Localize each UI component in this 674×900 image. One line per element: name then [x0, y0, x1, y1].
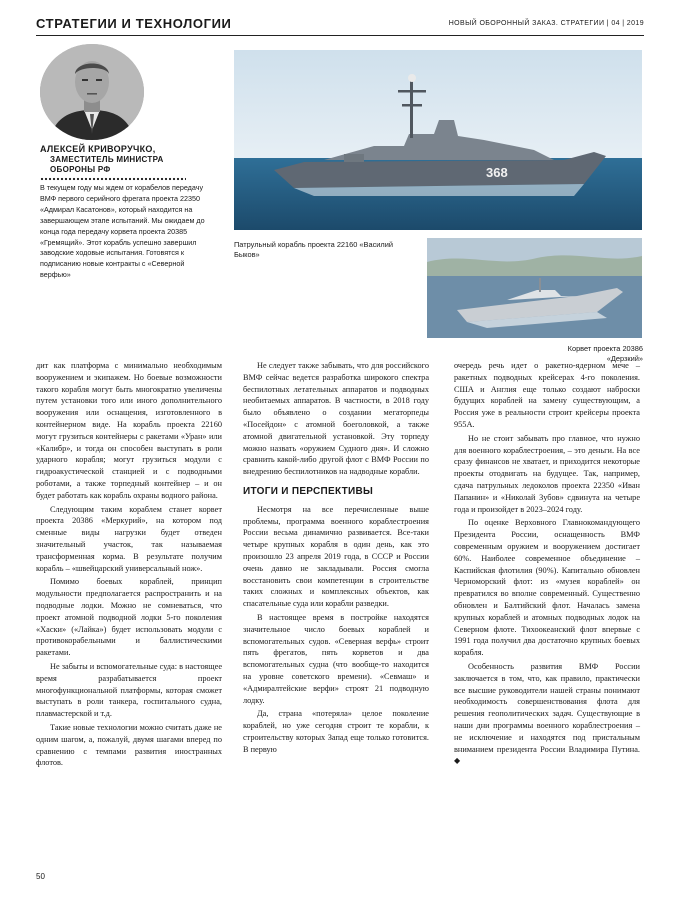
- article-column-1: [36, 360, 222, 771]
- paragraph: очередь речь идет о ракетно-ядерном мече – ракетных подводных крейсерах 4-го поколения. США и Англия еще только создают наброски будущих кораблей на замену существующим, а Россия уже в реальности строит крейсеры проекта 955А.: [454, 361, 640, 429]
- paragraph: Такие новые технологии можно считать даже не одним шагом, а, пожалуй, двумя шагами вперед по сравнению с темпами развития иностранных флотов.: [36, 722, 222, 768]
- article-column-2: [243, 360, 429, 758]
- corvette-caption: Корвет проекта 20386 «Дерзкий»: [567, 344, 643, 363]
- ship-image: [234, 50, 642, 230]
- paragraph: Не следует также забывать, что для российского ВМФ сейчас ведется разработка широкого спектра беспилотных летательных аппаратов и подводных необитаемых аппаратов. В частности, в 2018 году было объявлено о создании мегаторпеды «Посейдон» с атомной боеголовкой, а также атомной двигательной установкой. Эту торпеду можно назвать «оружием Судного дня». И сложно сравнить какой-либо другой флот с ВМФ России по внедрению беспилотников на надводные корабли.: [243, 361, 429, 477]
- corvette-image: [427, 238, 642, 338]
- interviewee-name: АЛЕКСЕЙ КРИВОРУЧКО,: [40, 144, 156, 154]
- interview-quote: В текущем году мы ждем от корабелов передачу ВМФ первого серийного фрегата проекта 22350 «Адмирал Касатонов», который находится на завершающем этапе испытаний. Мы ожидаем до конца года передачу корвета проекта 20385 «Гремящий». Этот корабль успешно завершил заводские ходовые испытания. Готовятся к подписанию новые контракты с «Северной верфью»: [40, 183, 205, 280]
- page-header: [36, 14, 644, 36]
- paragraph: В настоящее время в постройке находятся значительное число боевых кораблей и вспомогательных судов. «Северная верфь» строит пять фрегатов, пять корветов и два вспомогательных судна (что вообще-то находится на уровне советского времени). «Севмаш» и «Адмиралтейские верфи» строят 21 подводную лодку.: [243, 612, 429, 705]
- paragraph: Но не стоит забывать про главное, что нужно для военного кораблестроения, – это деньги. На все сразу финансов не хватает, и приходится некоторые проекты отодвигать на будущее. Так, например, сдача патрульных ледоколов проекта 22350 «Иван Папанин» и «Николай Зубов» сдвинута на четыре года и произойдет в 2023–2024 году.: [454, 433, 640, 514]
- corvette-photo: [427, 238, 642, 338]
- paragraph: Следующим таким кораблем станет корвет проекта 20386 «Меркурий», на котором под сменные виды нагрузки будет отведен значительный участок, так называемая трансформенная корма. В результате получим корабль – «швейцарский универсальный нож».: [36, 504, 222, 573]
- section-subheading: ИТОГИ И ПЕРСПЕКТИВЫ: [243, 485, 374, 497]
- portrait-image: [40, 44, 144, 140]
- paragraph-text: Особенность развития ВМФ России заключается в том, что, как правило, практически все высшие руководители нашей страны понимают необходимость совершенствования флота для решения геополитических задач. Существующие в наши дни программы военного кораблестроения – не исключение и находятся под пристальным вниманием президента России Владимира Путина.: [454, 661, 640, 754]
- patrol-ship-caption: Патрульный корабль проекта 22160 «Василий Быков»: [234, 240, 393, 259]
- paragraph: Несмотря на все перечисленные выше проблемы, программа военного кораблестроения России весьма динамично развивается. Все-таки четыре крупных корабля в один день, как это произошло 23 апреля 2019 года, в СССР и России очень давно не закладывали. Россия смогла восстановить свои компетенции в строительстве таких сложных и комплексных объектов, как спасательные суда или корабли разведки.: [243, 504, 429, 609]
- end-mark-icon: ◆: [454, 756, 461, 766]
- paragraph: дит как платформа с минимально необходимым вооружением и экипажем. Но боевые возможности такого корабля могут быть многократно увеличены путем установки того или иного дополнительного вооружения или оснащения, изготовленного в контейнерном виде. На корабль проекта 22160 могут грузиться контейнеры с ракетами «Уран» или «Калибр», и тогда он способен выступать в роли ударного корабля; могут грузиться модули с гидроакустической станцией и с подводными роботами, а также торпедный контейнер – и он будет работать как корабль охраны водного района.: [36, 361, 222, 500]
- article-column-3: [454, 360, 640, 769]
- paragraph: Помимо боевых кораблей, принцип модульности предполагается распространить и на подводные лодки. Можно не сомневаться, что проект атомной подводной лодки 5-го поколения «Хаски» («Лайка») будет использовать модули с противокорабельными и баллистическими ракетами.: [36, 577, 222, 658]
- page-number: 50: [36, 872, 45, 881]
- section-title: СТРАТЕГИИ И ТЕХНОЛОГИИ: [36, 16, 232, 31]
- patrol-ship-photo: [234, 50, 642, 230]
- paragraph-final: [454, 661, 640, 767]
- dotted-divider: [40, 177, 186, 181]
- author-portrait: [40, 44, 144, 140]
- paragraph: По оценке Верховного Главнокомандующего Президента России, оснащенность ВМФ современным оружием и вооружением достигает 60%. Наиболее современное объединение – Каспийская флотилия (90%). Капитально обновлен Черноморский флот: из «музея кораблей» он превратился во вполне современный. Существенно обновлен и Балтийский флот. Началась замена крупных кораблей и атомных подводных лодок на Северном флоте. Тихоокеанский флот впервые с 1991 года получил два достаточно крупных боевых корабля.: [454, 518, 640, 658]
- paragraph: Да, страна «потеряла» целое поколение кораблей, но уже сегодня строит те корабли, к строительству которых Запад еще только готовится. В первую: [243, 709, 429, 754]
- interviewee-role: ЗАМЕСТИТЕЛЬ МИНИСТРА ОБОРОНЫ РФ: [50, 155, 164, 174]
- hull-number: 368: [486, 165, 508, 180]
- paragraph: Не забыты и вспомогательные суда: в настоящее время разрабатывается проект многофункциональной платформы, которая сможет выступать в роли танкера, госпитального судна, плавмастерской и т.д.: [36, 661, 222, 719]
- magazine-title: НОВЫЙ ОБОРОННЫЙ ЗАКАЗ. СТРАТЕГИИ | 04 | 2019: [448, 20, 644, 27]
